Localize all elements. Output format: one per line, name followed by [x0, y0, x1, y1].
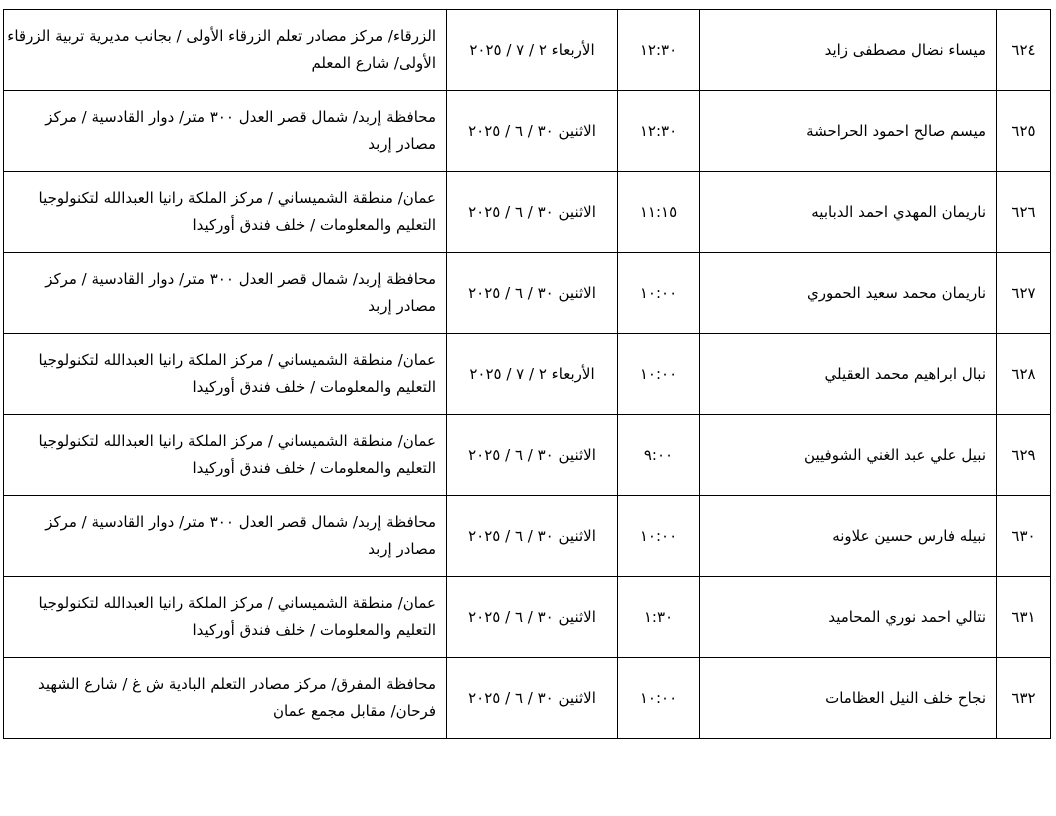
- candidate-name: ميساء نضال مصطفى زايد: [700, 10, 997, 91]
- candidate-name: نبيل علي عبد الغني الشوفيين: [700, 415, 997, 496]
- exam-time: ٩:٠٠: [618, 415, 700, 496]
- exam-date: الاثنين ٣٠ / ٦ / ٢٠٢٥: [447, 91, 618, 172]
- exam-location: [4, 334, 447, 415]
- table-row: [4, 172, 1051, 253]
- exam-date: الاثنين ٣٠ / ٦ / ٢٠٢٥: [447, 253, 618, 334]
- exam-date: الاثنين ٣٠ / ٦ / ٢٠٢٥: [447, 577, 618, 658]
- location-line: فرحان/ مقابل مجمع عمان: [273, 702, 436, 720]
- exam-location: [4, 658, 447, 739]
- row-number: ٦٢٦: [997, 172, 1051, 253]
- location-line: عمان/ منطقة الشميساني / مركز الملكة رانيا العبدالله لتكنولوجيا: [38, 189, 436, 207]
- row-number: ٦٢٨: [997, 334, 1051, 415]
- candidate-name: نبيله فارس حسين علاونه: [700, 496, 997, 577]
- location-line: الزرقاء/ مركز مصادر تعلم الزرقاء الأولى / بجانب مديرية تربية الزرقاء: [7, 27, 436, 45]
- location-line: الأولى/ شارع المعلم: [311, 54, 436, 72]
- exam-location: [4, 91, 447, 172]
- table-row: [4, 253, 1051, 334]
- exam-location: [4, 10, 447, 91]
- location-line: عمان/ منطقة الشميساني / مركز الملكة رانيا العبدالله لتكنولوجيا: [38, 594, 436, 612]
- row-number: ٦٢٧: [997, 253, 1051, 334]
- location-line: مصادر إربد: [368, 297, 436, 315]
- schedule-table: [3, 9, 1051, 739]
- row-number: ٦٣٠: [997, 496, 1051, 577]
- row-number: ٦٢٩: [997, 415, 1051, 496]
- table-row: [4, 577, 1051, 658]
- table-row: [4, 91, 1051, 172]
- candidate-name: نتالي احمد نوري المحاميد: [700, 577, 997, 658]
- location-line: التعليم والمعلومات / خلف فندق أوركيدا: [192, 621, 436, 639]
- row-number: ٦٢٤: [997, 10, 1051, 91]
- row-number: ٦٣٢: [997, 658, 1051, 739]
- table-row: [4, 658, 1051, 739]
- exam-location: [4, 577, 447, 658]
- exam-time: ١٠:٠٠: [618, 334, 700, 415]
- row-number: ٦٣١: [997, 577, 1051, 658]
- exam-date: الاثنين ٣٠ / ٦ / ٢٠٢٥: [447, 496, 618, 577]
- exam-location: [4, 253, 447, 334]
- table-row: [4, 334, 1051, 415]
- exam-location: [4, 172, 447, 253]
- location-line: التعليم والمعلومات / خلف فندق أوركيدا: [192, 216, 436, 234]
- exam-date: الأربعاء ٢ / ٧ / ٢٠٢٥: [447, 334, 618, 415]
- table-row: [4, 496, 1051, 577]
- location-line: محافظة إربد/ شمال قصر العدل ٣٠٠ متر/ دوار القادسية / مركز: [45, 270, 436, 288]
- table-row: [4, 10, 1051, 91]
- exam-time: ١٠:٠٠: [618, 658, 700, 739]
- candidate-name: ناريمان المهدي احمد الدبابيه: [700, 172, 997, 253]
- candidate-name: ناريمان محمد سعيد الحموري: [700, 253, 997, 334]
- candidate-name: نجاح خلف النيل العظامات: [700, 658, 997, 739]
- exam-time: ١٠:٠٠: [618, 253, 700, 334]
- location-line: التعليم والمعلومات / خلف فندق أوركيدا: [192, 378, 436, 396]
- exam-time: ١٢:٣٠: [618, 91, 700, 172]
- exam-location: [4, 496, 447, 577]
- location-line: مصادر إربد: [368, 135, 436, 153]
- location-line: التعليم والمعلومات / خلف فندق أوركيدا: [192, 459, 436, 477]
- location-line: مصادر إربد: [368, 540, 436, 558]
- candidate-name: ميسم صالح احمود الحراحشة: [700, 91, 997, 172]
- exam-time: ١:٣٠: [618, 577, 700, 658]
- location-line: محافظة إربد/ شمال قصر العدل ٣٠٠ متر/ دوار القادسية / مركز: [45, 513, 436, 531]
- exam-date: الاثنين ٣٠ / ٦ / ٢٠٢٥: [447, 415, 618, 496]
- location-line: محافظة إربد/ شمال قصر العدل ٣٠٠ متر/ دوار القادسية / مركز: [45, 108, 436, 126]
- exam-time: ١٠:٠٠: [618, 496, 700, 577]
- table-row: [4, 415, 1051, 496]
- location-line: محافظة المفرق/ مركز مصادر التعلم البادية ش غ / شارع الشهيد: [38, 675, 436, 693]
- exam-time: ١١:١٥: [618, 172, 700, 253]
- exam-date: الاثنين ٣٠ / ٦ / ٢٠٢٥: [447, 172, 618, 253]
- exam-date: الأربعاء ٢ / ٧ / ٢٠٢٥: [447, 10, 618, 91]
- exam-location: [4, 415, 447, 496]
- location-line: عمان/ منطقة الشميساني / مركز الملكة رانيا العبدالله لتكنولوجيا: [38, 432, 436, 450]
- location-line: عمان/ منطقة الشميساني / مركز الملكة رانيا العبدالله لتكنولوجيا: [38, 351, 436, 369]
- row-number: ٦٢٥: [997, 91, 1051, 172]
- candidate-name: نبال ابراهيم محمد العقيلي: [700, 334, 997, 415]
- exam-time: ١٢:٣٠: [618, 10, 700, 91]
- exam-date: الاثنين ٣٠ / ٦ / ٢٠٢٥: [447, 658, 618, 739]
